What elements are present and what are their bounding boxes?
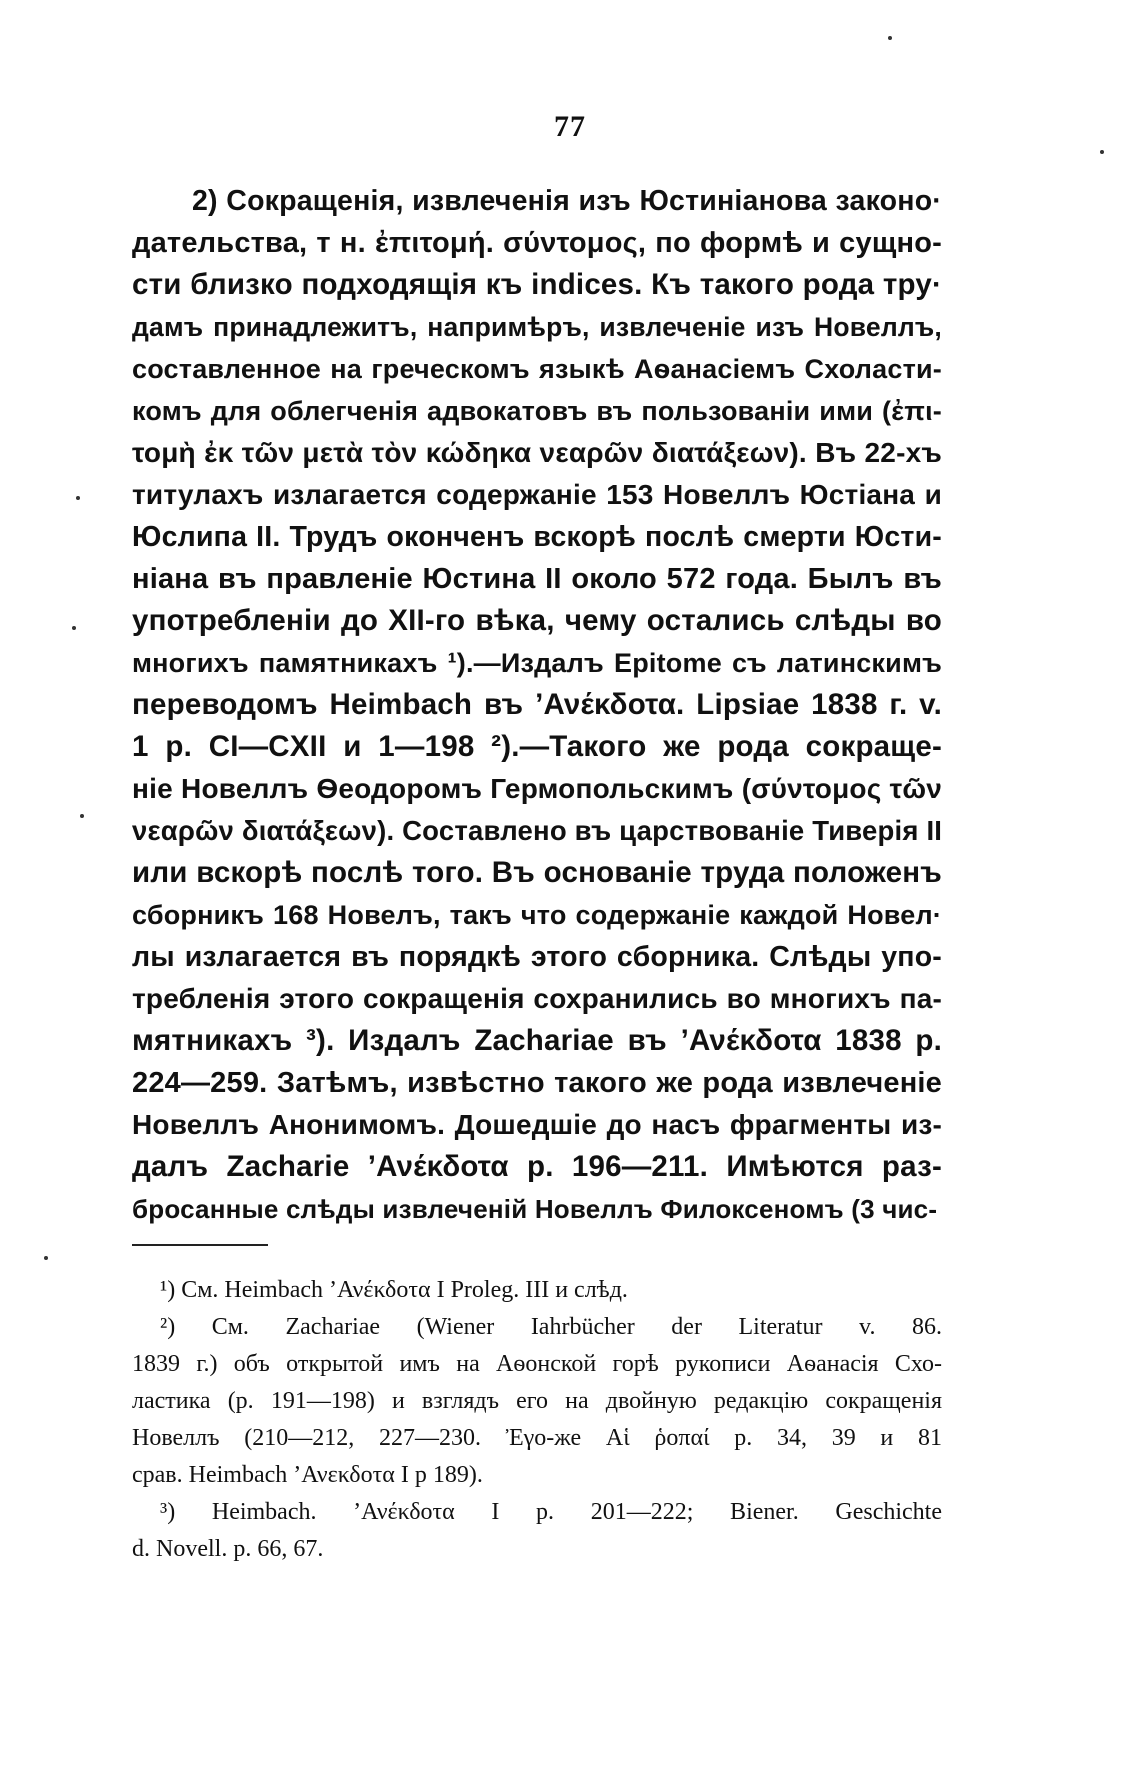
text-line: дамъ принадлежитъ, напримѣръ, извлеченіе изъ Новеллъ, — [132, 312, 942, 342]
footnote-line: d. Novell. р. 66, 67. — [132, 1536, 324, 1562]
footnote-line: ³) Heimbach. ’Ανέκδοτα I р. 201—222; Biener. Geschichte — [160, 1499, 942, 1525]
footnote-line: срав. Heimbach ’Ανεκδοτα I р 189). — [132, 1462, 483, 1488]
footnote-line: ластика (р. 191—198) и взглядъ его на двойную редакцію сокращенія — [132, 1388, 942, 1414]
text-line: переводомъ Heimbach въ ’Ανέκδοτα. Lipsiae 1838 г. v. — [132, 688, 942, 721]
text-line: составленное на греческомъ языкѣ Аѳанасіемъ Схоласти- — [132, 354, 942, 384]
text-line: лы излагается въ порядкѣ этого сборника. Слѣды упо- — [132, 941, 942, 973]
text-line: τομὴ ἐκ τῶν μετὰ τὸν κώδηκα νεαρῶν διατάξεων). Въ 22-хъ — [132, 437, 942, 468]
text-line: бросанные слѣды извлеченій Новеллъ Филоксеномъ (3 чис- — [132, 1194, 938, 1224]
text-line: далъ Zacharie ’Ανέκδοτα р. 196—211. Имѣются раз- — [132, 1150, 942, 1183]
footnote-divider — [132, 1244, 268, 1246]
footnote-line: 1839 г.) объ открытой имъ на Аѳонской горѣ рукописи Аѳанасія Схо- — [132, 1351, 942, 1377]
text-line: νεαρῶν διατάξεων). Составлено въ царствованіе Тиверія II — [132, 815, 943, 846]
print-speck — [888, 36, 892, 40]
footnote-line: ¹) См. Heimbach ’Ανέκδοτα I Proleg. III и слѣд. — [160, 1277, 628, 1303]
text-line: комъ для облегченія адвокатовъ въ пользованіи ими (ἐπι- — [132, 396, 942, 426]
print-speck — [44, 1256, 48, 1260]
text-line: 224—259. Затѣмъ, извѣстно такого же рода извлеченіе — [132, 1067, 942, 1099]
text-line: употребленіи до XII-го вѣка, чему остались слѣды во — [132, 604, 942, 637]
text-line: титулахъ излагается содержаніе 153 Новеллъ Юстіана и — [132, 479, 942, 510]
text-line: Юслипа II. Трудъ оконченъ вскорѣ послѣ смерти Юсти- — [132, 521, 942, 553]
print-speck — [80, 814, 84, 818]
page-number: 77 — [554, 110, 586, 143]
text-line: Новеллъ Анонимомъ. Дошедшіе до насъ фрагменты из- — [132, 1109, 942, 1140]
text-line: сти близко подходящія къ indices. Къ такого рода тру· — [132, 268, 942, 301]
footnotes — [132, 1272, 942, 1568]
text-line: сборникъ 168 Новелъ, такъ что содержаніе каждой Новел· — [132, 900, 942, 930]
text-line: 1 р. CI—CXII и 1—198 ²).—Такого же рода сокраще- — [132, 730, 942, 763]
text-line: или вскорѣ послѣ того. Въ основаніе труда положенъ — [132, 856, 942, 889]
text-line: дательства, т н. ἐπιτομή. σύντομος, по формѣ и сущно- — [132, 227, 942, 259]
footnote-line: ²) См. Zachariae (Wiener Iahrbücher der Literatur v. 86. — [160, 1314, 942, 1340]
text-line: ніе Новеллъ Ѳеодоромъ Гермопольскимъ (σύντομος τῶν — [132, 773, 942, 804]
text-line: ніана въ правленіе Юстина II около 572 года. Былъ въ — [132, 563, 942, 595]
footnote-line: Новеллъ (210—212, 227—230. Ἐγο-же Αἱ ῥοπαί р. 34, 39 и 81 — [132, 1425, 942, 1451]
print-speck — [76, 496, 80, 500]
print-speck — [1100, 150, 1104, 154]
text-line: мятникахъ ³). Издалъ Zachariae въ ’Ανέκδοτα 1838 р. — [132, 1024, 942, 1057]
main-text — [132, 180, 942, 1230]
text-line: 2) Сокращенія, извлеченія изъ Юстиніанова законо· — [192, 185, 942, 217]
print-speck — [72, 626, 76, 630]
text-line: требленія этого сокращенія сохранились во многихъ па- — [132, 983, 942, 1014]
text-line: многихъ памятникахъ ¹).—Издалъ Epitome съ латинскимъ — [132, 648, 942, 678]
